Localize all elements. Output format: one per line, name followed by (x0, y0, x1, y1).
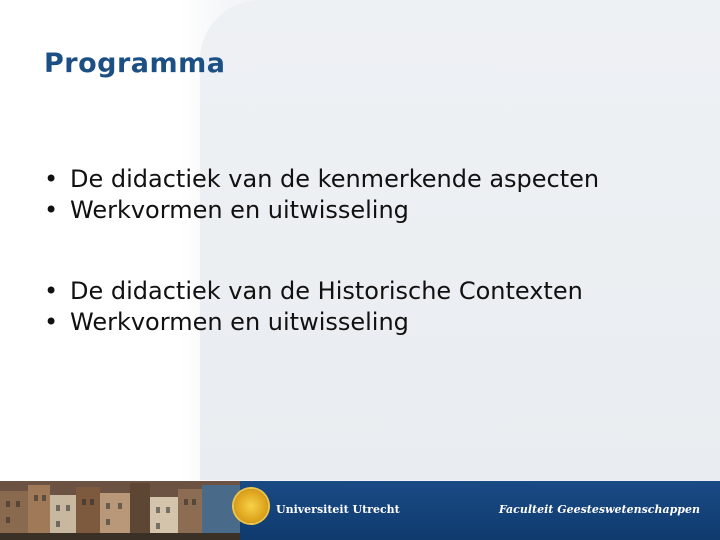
city-photo (0, 481, 240, 540)
city-photo-illustration (0, 481, 240, 540)
slide-content (44, 164, 684, 338)
list-item-text: De didactiek van de Historische Contexten (70, 277, 583, 305)
faculty-name: Faculteit Geesteswetenschappen (498, 503, 700, 516)
list-item (44, 195, 684, 226)
bullet-icon: • (44, 277, 59, 305)
list-item (44, 276, 684, 307)
bullet-icon: • (44, 196, 59, 224)
list-item (44, 164, 684, 195)
bullet-list-1 (44, 164, 684, 226)
list-item (44, 307, 684, 338)
bullet-icon: • (44, 308, 59, 336)
slide-title: Programma (44, 48, 226, 79)
university-sun-emblem-icon (234, 489, 268, 523)
list-item-text: Werkvormen en uitwisseling (70, 308, 409, 336)
university-name: Universiteit Utrecht (276, 503, 400, 516)
bullet-icon: • (44, 165, 59, 193)
list-item-text: Werkvormen en uitwisseling (70, 196, 409, 224)
bullet-list-2 (44, 276, 684, 338)
list-item-text: De didactiek van de kenmerkende aspecten (70, 165, 600, 193)
footer-bar (0, 481, 720, 540)
